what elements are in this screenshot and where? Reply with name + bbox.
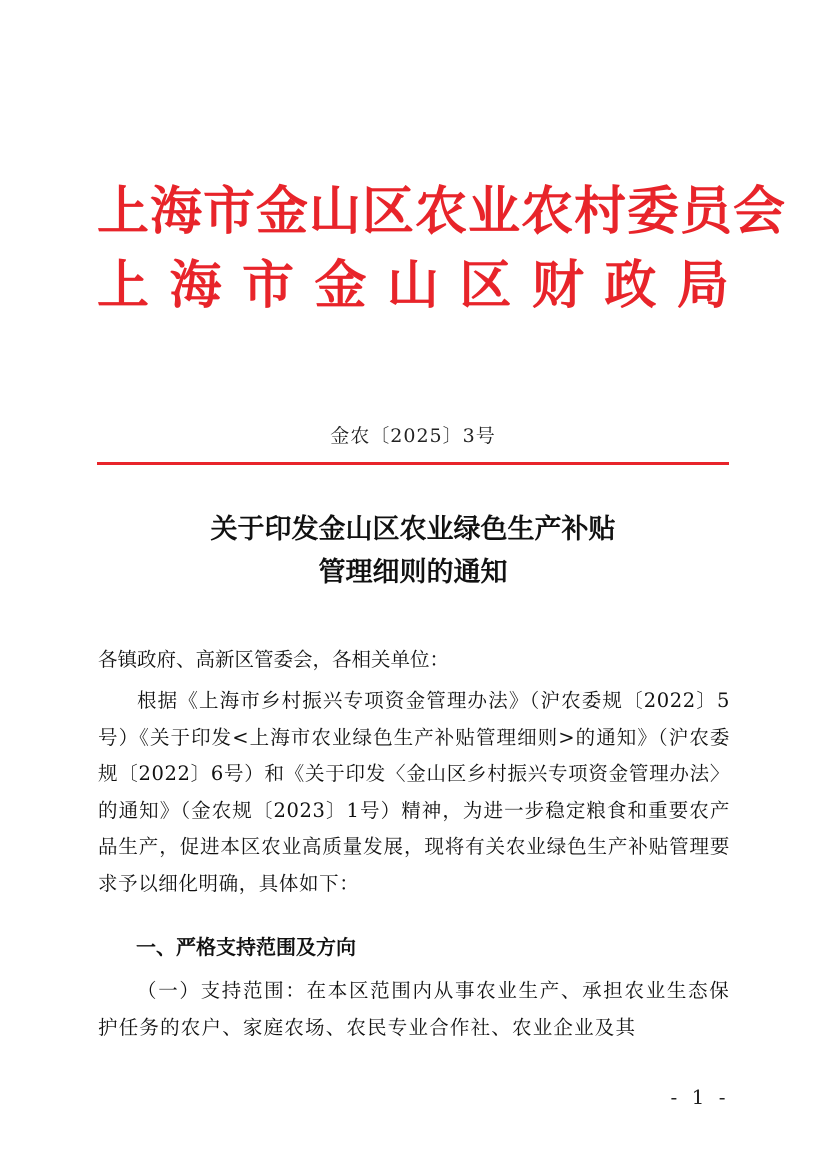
document-title-line-1: 关于印发金山区农业绿色生产补贴 <box>210 514 616 545</box>
issuing-org-line-1: 上海市金山区农业农村委员会 <box>97 181 787 242</box>
issuing-org-line-2 <box>97 254 729 318</box>
org-char: 市 <box>241 255 294 316</box>
org-char: 金 <box>314 255 367 316</box>
org-char: 区 <box>459 255 512 316</box>
org-char: 山 <box>386 255 439 316</box>
document-title-line-2: 管理细则的通知 <box>318 557 508 588</box>
paragraph-scope: （一）支持范围：在本区范围内从事农业生产、承担农业生态保护任务的农户、家庭农场、农民专业合作社、农业企业及其 <box>98 979 730 1039</box>
org-char: 局 <box>676 255 729 316</box>
red-divider-line <box>97 462 729 465</box>
org-char: 海 <box>169 255 222 316</box>
org-char: 上 <box>97 255 150 316</box>
section-heading-1: 一、严格支持范围及方向 <box>136 935 356 959</box>
document-number: 金农〔2025〕3号 <box>330 425 496 447</box>
page-number: - 1 - <box>670 1085 730 1109</box>
paragraph-basis: 根据《上海市乡村振兴专项资金管理办法》（沪农委规〔2022〕5号）《关于印发<上海市农业绿色生产补贴管理细则>的通知》（沪农委规〔2022〕6号）和《关于印发〈金山区乡村振兴专项资金管理办法〉的通知》（金农规〔2023〕1号）精神，为进一步稳定粮食和重要农产品生产，促进本区农业高质量发展，现将有关农业绿色生产补贴管理要求予以细化明确，具体如下： <box>98 689 730 895</box>
org-char: 财 <box>531 255 584 316</box>
org-char: 政 <box>604 255 657 316</box>
salutation: 各镇政府、高新区管委会，各相关单位： <box>98 648 450 671</box>
